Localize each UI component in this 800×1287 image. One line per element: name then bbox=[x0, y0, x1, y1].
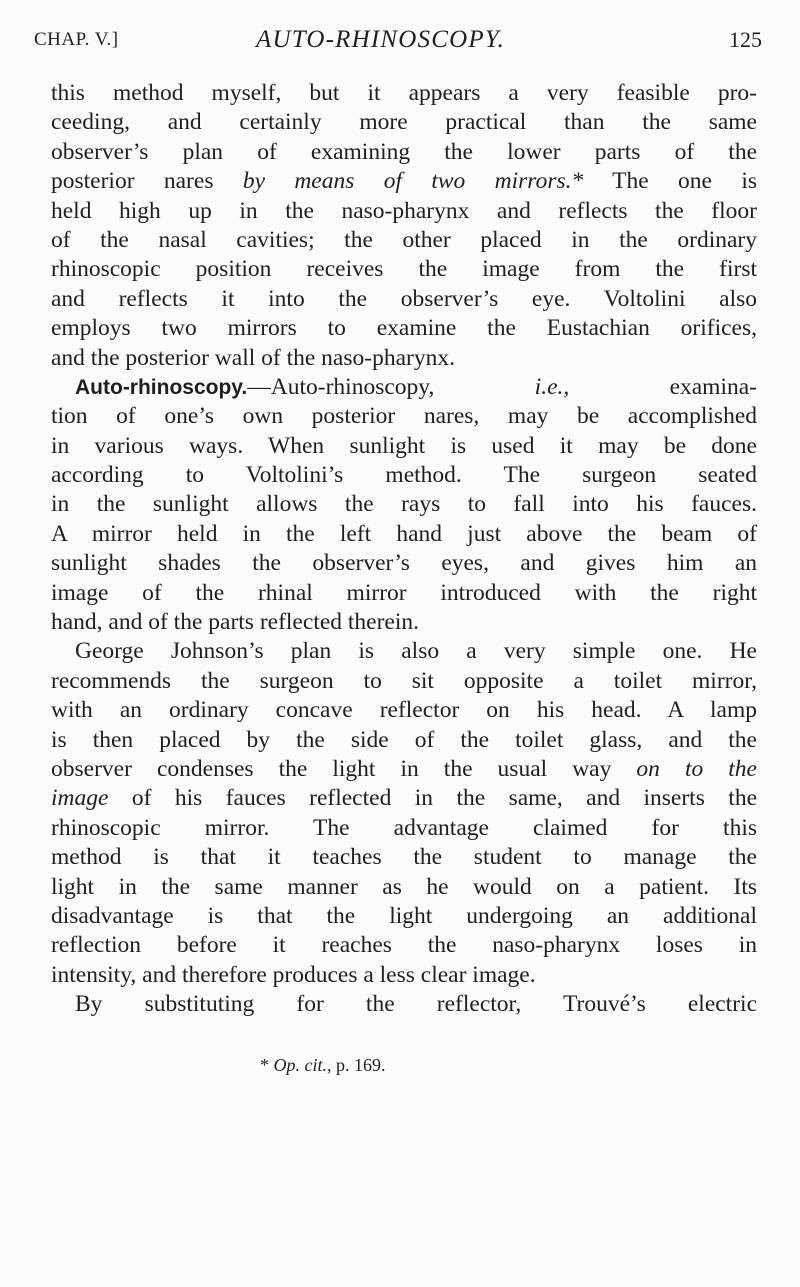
text-line: intensity, and therefore produces a less clear image. bbox=[51, 961, 536, 988]
text-line: hand, and of the parts reflected therein. bbox=[51, 609, 420, 636]
section-heading: Auto-rhinoscopy. bbox=[75, 375, 248, 399]
text-line bbox=[51, 755, 757, 784]
text-line: according to Voltolini’s method. The surgeon seated bbox=[51, 462, 757, 489]
text-line: employs two mirrors to examine the Eustachian orifices, bbox=[51, 315, 757, 342]
text-span: —Auto-rhinoscopy, bbox=[247, 373, 535, 400]
text-line: with an ordinary concave reflector on his head. A lamp bbox=[51, 697, 757, 724]
footnote bbox=[260, 1053, 560, 1077]
text-line: reflection before it reaches the naso-pharynx loses in bbox=[51, 932, 757, 959]
text-line: is then placed by the side of the toilet glass, and the bbox=[51, 726, 757, 753]
running-head bbox=[34, 20, 762, 60]
italic-phrase: image bbox=[51, 785, 109, 812]
text-line: in various ways. When sunlight is used it may be done bbox=[51, 432, 757, 459]
italic-phrase: i.e., bbox=[534, 373, 570, 400]
text-line: light in the same manner as he would on a patient. Its bbox=[51, 873, 757, 900]
text-line: of the nasal cavities; the other placed in the ordinary bbox=[51, 226, 757, 253]
text-span: examina- bbox=[569, 373, 757, 400]
italic-phrase: on to the bbox=[636, 755, 757, 782]
page-number: 125 bbox=[729, 27, 762, 52]
section-heading-line bbox=[51, 373, 757, 402]
chapter-label: CHAP. V.] bbox=[34, 29, 119, 50]
text-line: By substituting for the reflector, Trouvé’s electric bbox=[75, 991, 757, 1018]
page-title: AUTO-RHINOSCOPY. bbox=[256, 26, 506, 53]
text-line: and reflects it into the observer’s eye. Voltolini also bbox=[51, 285, 757, 312]
text-line: rhinoscopic mirror. The advantage claimed for this bbox=[51, 814, 757, 841]
body-text bbox=[51, 79, 757, 1020]
footnote-reference: Op. cit. bbox=[273, 1055, 327, 1075]
text-line bbox=[51, 167, 757, 196]
text-line: sunlight shades the observer’s eyes, and gives him an bbox=[51, 550, 757, 577]
text-line: recommends the surgeon to sit opposite a toilet mirror, bbox=[51, 667, 757, 694]
italic-phrase: by means of two mirrors.* bbox=[242, 168, 584, 195]
text-line: A mirror held in the left hand just above the beam of bbox=[51, 520, 757, 547]
text-line: ceeding, and certainly more practical than the same bbox=[51, 109, 757, 136]
text-line: this method myself, but it appears a very feasible pro- bbox=[51, 80, 757, 106]
text-span: of his fauces reflected in the same, and inserts the bbox=[108, 785, 757, 812]
text-line: in the sunlight allows the rays to fall into his fauces. bbox=[51, 491, 757, 518]
text-span: observer condenses the light in the usual way bbox=[51, 755, 637, 782]
text-line bbox=[51, 784, 757, 813]
text-line: held high up in the naso-pharynx and reflects the floor bbox=[51, 197, 757, 224]
text-line: George Johnson’s plan is also a very simple one. He bbox=[75, 638, 757, 665]
text-span: posterior nares bbox=[51, 168, 243, 195]
text-line: disadvantage is that the light undergoing an additional bbox=[51, 902, 757, 929]
text-line: and the posterior wall of the naso-pharynx. bbox=[51, 344, 455, 371]
text-line: method is that it teaches the student to manage the bbox=[51, 844, 757, 871]
footnote-marker: * bbox=[260, 1055, 274, 1075]
footnote-page: , p. 169. bbox=[327, 1055, 386, 1075]
text-line: rhinoscopic position receives the image from the first bbox=[51, 256, 757, 283]
text-line: observer’s plan of examining the lower parts of the bbox=[51, 138, 757, 165]
text-line: image of the rhinal mirror introduced with the right bbox=[51, 579, 757, 606]
text-line: tion of one’s own posterior nares, may be accomplished bbox=[51, 403, 757, 430]
text-span: The one is bbox=[583, 168, 757, 195]
